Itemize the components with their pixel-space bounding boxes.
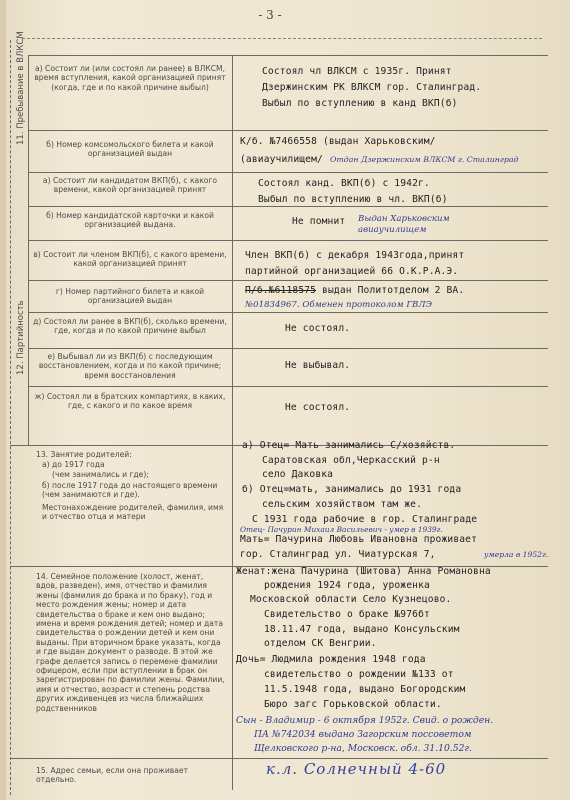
handwritten-12g: №01834967. Обменен протоколом ГВЛЭ	[245, 300, 433, 310]
answer-11a-line1: Состоял чл ВЛКСМ с 1935г. Принят	[262, 66, 452, 77]
section11-side-label: 11. Пребывание в ВЛКСМ	[16, 31, 26, 145]
question-14: 14. Семейное положение (холост, женат, вдов, разведен), имя, отчество и фамилия жены (фамилия до брака и по браку), год и место рождения жены; номер и дата свидетельства о браке и кем оно выдано; имена и время рождения детей; номер и дата свидетельства о рождении детей и кем они выданы. При вторичном браке указать, когда и где выдан документ о разводе. В этой же графе делается запись о перемене фамилии офицером, если при вступлении в брак он зарегистрирован по фамилии жены. Фамилии, имя и отчество, возраст и степень родства других иждивенцев из числа ближайших родственников	[36, 572, 225, 713]
answer-12e: Не выбывал.	[285, 360, 351, 371]
row-rule	[28, 280, 548, 281]
margin-rule	[10, 40, 11, 795]
answer-14-line2: рождения 1924 года, уроженка	[264, 580, 430, 591]
handwritten-13-father: Отец- Пачурин Михаил Васильевич - умер в 1939г.	[240, 525, 443, 534]
question-11a: а) Состоит ли (или состоял ли ранее) в ВЛКСМ, время вступления, какой организацией принят (когда, где и по какой причине выбыл)	[34, 64, 226, 92]
answer-13-line9: гор. Сталинград ул. Чиатурская 7,	[240, 549, 436, 560]
question-12b: б) Номер кандидатской карточки и какой организацией выдана.	[46, 211, 214, 230]
section-rule	[10, 758, 548, 759]
answer-13-line8: Мать= Пачурина Любовь Ивановна проживает	[240, 534, 478, 545]
question-12a: а) Состоит ли кандидатом ВКП(б), с какого времени, какой организацией принят	[42, 176, 218, 195]
answer-14-line4: Свидетельство о браке №976бт	[264, 609, 430, 620]
column-divider-lower	[232, 445, 233, 790]
top-dashed-rule	[22, 38, 542, 39]
answer-14-line1: Женат:жена Пачурина (Шитова) Анна Романовна	[236, 566, 491, 577]
answer-13-line1: а) Отец= Мать занимались С/хозяйств.	[242, 440, 456, 451]
answer-14-line6: отделом СК Венгрии.	[264, 638, 377, 649]
handwritten-12b: Выдан Харьковским авиаучилищем	[358, 214, 450, 235]
question-12zh: ж) Состоял ли в братских компартиях, в каких, где, с какого и по какое время	[34, 392, 226, 411]
question-13c: Местонахождение родителей, фамилия, имя и отчество отца и матери	[42, 503, 224, 522]
handwritten-13-mother: умерла в 1952г.	[484, 550, 549, 559]
row-rule	[28, 55, 548, 56]
section12-side-label: 12. Партийность	[16, 300, 26, 375]
answer-12v-line2: партийной организацией 66 О.К.Р.А.Э.	[245, 266, 459, 277]
answer-11b-line1: К/б. №7466558 (выдан Харьковским/	[240, 136, 436, 147]
row-rule	[28, 240, 548, 241]
handwritten-15-address: к.л. Солнечный 4-60	[266, 760, 447, 778]
answer-12a-line2: Выбыл по вступлению в чл. ВКП(б)	[258, 194, 448, 205]
answer-14-line7: Дочь= Людмила рождения 1948 года	[236, 654, 426, 665]
answer-13-line3: село Даковка	[262, 469, 334, 480]
question-15: 15. Адрес семьи, если она проживает отдельно.	[36, 766, 188, 785]
answer-14-line8: свидетельство о рождении №133 от	[264, 669, 454, 680]
page-edge	[0, 0, 6, 800]
handwritten-11b: Отдан Дзержинским ВЛКСМ г. Сталинград	[330, 155, 519, 164]
question-13a-sub: (чем занимались и где);	[52, 470, 149, 479]
answer-14-line10: Бюро загс Горьковской области.	[264, 699, 442, 710]
answer-12d: Не состоял.	[285, 323, 351, 334]
answer-13-line4: б) Отец=мать, занимались до 1931 года	[242, 484, 462, 495]
answer-14-line5: 18.11.47 года, выдано Консульским	[264, 624, 460, 635]
row-rule	[28, 386, 548, 387]
row-rule	[28, 312, 548, 313]
question-12d: д) Состоял ли ранее в ВКП(б), сколько времени, где, когда и по какой причине выбыл	[33, 317, 227, 336]
answer-12b: Не помнит	[292, 216, 346, 227]
question-11b: б) Номер комсомольского билета и какой организацией выдан	[46, 140, 214, 159]
answer-11a-line3: Выбыл по вступлению в канд ВКП(б)	[262, 98, 458, 109]
page-number: - 3 -	[258, 8, 282, 22]
question-13b: б) после 1917 года до настоящего времени (чем занимаются и где).	[42, 481, 218, 500]
row-rule	[28, 130, 548, 131]
question-12g: г) Номер партийного билета и какой организацией выдан	[55, 287, 205, 306]
row-rule	[28, 206, 548, 207]
question-13-title: 13. Занятие родителей:	[36, 450, 132, 459]
handwritten-14-son-line3: Щелковского р-на, Московск. обл. 31.10.52г.	[254, 743, 472, 754]
question-12e: е) Выбывал ли из ВКП(б) с последующим восстановлением, когда и по какой причине; время восстановления	[38, 352, 222, 380]
answer-11b-line2: (авиаучилищем/	[240, 154, 323, 165]
question-12v: в) Состоит ли членом ВКП(б), с какого времени, какой организацией принят	[33, 250, 227, 269]
answer-12v-line1: Член ВКП(б) с декабря 1943года,принят	[245, 250, 465, 261]
answer-13-line2: Саратовская обл,Черкасский р-н	[262, 455, 440, 466]
answer-14-line9: 11.5.1948 года, выдано Богородским	[264, 684, 466, 695]
answer-13-line6: С 1931 года рабочие в гор. Сталинграде	[252, 514, 478, 525]
row-rule	[28, 348, 548, 349]
question-13a: а) до 1917 года	[42, 460, 105, 469]
handwritten-14-son-line2: ПА №742034 выдано Загорским поссоветом	[254, 729, 472, 740]
answer-12g-line1: П/б.№6118575 выдан Политотделом 2 ВА.	[245, 285, 465, 296]
answer-14-line3: Московской области Село Кузнецово.	[250, 594, 452, 605]
answer-12zh: Не состоял.	[285, 402, 351, 413]
row-rule	[28, 172, 548, 173]
answer-12a-line1: Состоял канд. ВКП(б) с 1942г.	[258, 178, 430, 189]
answer-11a-line2: Дзержинским РК ВЛКСМ гор. Сталинград.	[262, 82, 482, 93]
answer-13-line5: сельским хозяйством там же.	[262, 499, 422, 510]
handwritten-14-son-line1: Сын - Владимир - 6 октября 1952г. Свид. о рожден.	[236, 715, 494, 726]
